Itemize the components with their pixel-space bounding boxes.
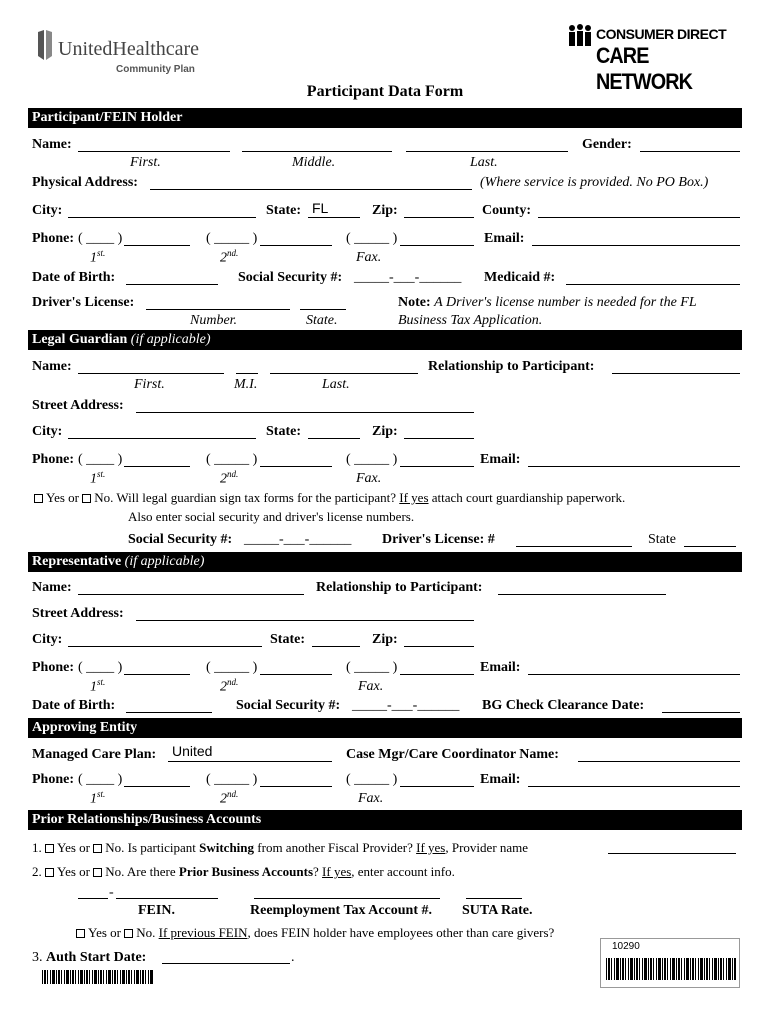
rep-phone2-field[interactable] bbox=[260, 674, 332, 675]
guardian-state-field[interactable] bbox=[308, 438, 360, 439]
guardian-email-label: Email: bbox=[480, 452, 521, 467]
participant-state-value[interactable]: FL bbox=[312, 200, 329, 216]
auth-start-field[interactable] bbox=[162, 963, 290, 964]
q2-yes-checkbox[interactable] bbox=[45, 868, 54, 877]
dl-note: Note: A Driver's license number is needed for the FL bbox=[398, 295, 697, 310]
uhc-logo bbox=[36, 28, 216, 76]
approving-phone1-field[interactable] bbox=[124, 786, 190, 787]
rep-ssn-blank[interactable]: _____-___-______ bbox=[352, 698, 460, 713]
guardian-dl-label: Driver's License: # bbox=[382, 532, 495, 547]
rep-fax-caption: Fax. bbox=[358, 679, 384, 694]
guardian-street-label: Street Address: bbox=[32, 398, 124, 413]
rep-ssn-label: Social Security #: bbox=[236, 698, 341, 713]
guardian-state-label: State: bbox=[266, 424, 301, 439]
first-caption: First. bbox=[130, 155, 161, 170]
rep-zip-label: Zip: bbox=[372, 632, 398, 647]
approving-phone1-paren: ( ____ ) bbox=[78, 772, 123, 787]
dob-field[interactable] bbox=[126, 284, 218, 285]
rep-zip-field[interactable] bbox=[404, 646, 474, 647]
guardian-first-caption: First. bbox=[134, 377, 165, 392]
rep-relationship-label: Relationship to Participant: bbox=[316, 580, 483, 595]
ssn-label: Social Security #: bbox=[238, 270, 343, 285]
guardian-tax-question: Yes or No. Will legal guardian sign tax forms for the participant? If yes attach court guardianship paperwork. bbox=[34, 491, 625, 504]
dob-label: Date of Birth: bbox=[32, 270, 116, 285]
section-approving: Approving Entity bbox=[28, 718, 742, 738]
rep-street-field[interactable] bbox=[136, 620, 474, 621]
guardian-first-field[interactable] bbox=[78, 373, 224, 374]
fax-caption: Fax. bbox=[356, 250, 382, 265]
zip-field[interactable] bbox=[404, 217, 474, 218]
approving-phone-label: Phone: bbox=[32, 772, 74, 787]
participant-last-field[interactable] bbox=[406, 151, 568, 152]
form-barcode bbox=[606, 958, 736, 980]
cdcn-line1: CONSUMER DIRECT bbox=[596, 26, 727, 42]
rep-street-label: Street Address: bbox=[32, 606, 124, 621]
managed-care-field[interactable] bbox=[168, 761, 332, 762]
first-phone-caption: $1^{st.}$ bbox=[90, 248, 106, 266]
approving-email-field[interactable] bbox=[528, 786, 740, 787]
guardian-phone1-paren: ( ____ ) bbox=[78, 452, 123, 467]
email-label: Email: bbox=[484, 231, 525, 246]
zip-label: Zip: bbox=[372, 203, 398, 218]
reemployment-field[interactable] bbox=[254, 898, 440, 899]
email-field[interactable] bbox=[532, 245, 740, 246]
auth-start-period: . bbox=[291, 950, 295, 965]
guardian-fax-caption: Fax. bbox=[356, 471, 382, 486]
fax-paren: ( _____ ) bbox=[346, 231, 398, 246]
section-representative: Representative (if applicable) bbox=[28, 552, 742, 572]
participant-first-field[interactable] bbox=[78, 151, 230, 152]
approving-first-phone-caption: $1^{st.}$ bbox=[90, 789, 106, 807]
phone-label: Phone: bbox=[32, 231, 74, 246]
rep-city-label: City: bbox=[32, 632, 63, 647]
rep-second-phone-caption: $2^{nd.}$ bbox=[220, 677, 239, 695]
uhc-sub: Community Plan bbox=[116, 64, 195, 75]
guardian-ssn-blank[interactable]: _____-___-______ bbox=[244, 532, 352, 547]
guardian-fax-field[interactable] bbox=[400, 466, 474, 467]
provider-name-field[interactable] bbox=[608, 853, 736, 854]
managed-care-value[interactable]: United bbox=[172, 743, 213, 759]
ssn-blank[interactable]: _____-___-______ bbox=[354, 270, 462, 285]
dl-state-field[interactable] bbox=[300, 309, 346, 310]
uhc-name: UnitedHealthcare bbox=[58, 38, 200, 60]
guardian-street-field[interactable] bbox=[136, 412, 474, 413]
city-field[interactable] bbox=[68, 217, 256, 218]
rep-dob-label: Date of Birth: bbox=[32, 698, 116, 713]
physical-address-field[interactable] bbox=[150, 189, 472, 190]
guardian-first-phone-caption: $1^{st.}$ bbox=[90, 469, 106, 487]
suta-label: SUTA Rate. bbox=[462, 903, 533, 918]
cdcn-logo bbox=[566, 22, 746, 94]
rep-email-field[interactable] bbox=[528, 674, 740, 675]
approving-fax-caption: Fax. bbox=[358, 791, 384, 806]
fein-prefix-field[interactable] bbox=[78, 898, 108, 899]
rep-name-field[interactable] bbox=[78, 594, 304, 595]
rep-city-field[interactable] bbox=[68, 646, 262, 647]
approving-fax-field[interactable] bbox=[400, 786, 474, 787]
section-prior: Prior Relationships/Business Accounts bbox=[28, 810, 742, 830]
rep-phone-label: Phone: bbox=[32, 660, 74, 675]
rep-dob-field[interactable] bbox=[126, 712, 212, 713]
fein-field[interactable] bbox=[116, 898, 218, 899]
guardian-relationship-field[interactable] bbox=[612, 373, 740, 374]
gender-field[interactable] bbox=[640, 151, 740, 152]
phone2-paren: ( _____ ) bbox=[206, 231, 258, 246]
q1-switching: 1. Yes or No. Is participant Switching from another Fiscal Provider? If yes, Provider name bbox=[32, 840, 529, 855]
name-label: Name: bbox=[32, 137, 72, 152]
footer-barcode bbox=[42, 970, 154, 984]
county-label: County: bbox=[482, 203, 532, 218]
rep-phone2-paren: ( _____ ) bbox=[206, 660, 258, 675]
approving-email-label: Email: bbox=[480, 772, 521, 787]
state-caption: State. bbox=[306, 313, 338, 328]
q3-no-checkbox[interactable] bbox=[124, 929, 133, 938]
fein-label: FEIN. bbox=[138, 903, 175, 918]
phone1-paren: ( ____ ) bbox=[78, 231, 123, 246]
rep-first-phone-caption: $1^{st.}$ bbox=[90, 677, 106, 695]
guardian-phone2-paren: ( _____ ) bbox=[206, 452, 258, 467]
physical-address-label: Physical Address: bbox=[32, 175, 138, 190]
suta-field[interactable] bbox=[466, 898, 522, 899]
rep-relationship-field[interactable] bbox=[498, 594, 666, 595]
guardian-city-label: City: bbox=[32, 424, 63, 439]
q2-prior-accounts: 2. Yes or No. Are there Prior Business Accounts? If yes, enter account info. bbox=[32, 864, 455, 879]
guardian-dl-state-label: State bbox=[648, 532, 676, 547]
guardian-tax-question-line2: Also enter social security and driver's license numbers. bbox=[128, 509, 415, 524]
case-mgr-label: Case Mgr/Care Coordinator Name: bbox=[346, 747, 559, 762]
q2-no-checkbox[interactable] bbox=[93, 868, 102, 877]
medicaid-field[interactable] bbox=[566, 284, 740, 285]
guardian-phone-label: Phone: bbox=[32, 452, 74, 467]
guardian-fax-paren: ( _____ ) bbox=[346, 452, 398, 467]
people-icon bbox=[566, 24, 594, 48]
approving-fax-paren: ( _____ ) bbox=[346, 772, 398, 787]
guardian-name-label: Name: bbox=[32, 359, 72, 374]
guardian-last-caption: Last. bbox=[322, 377, 350, 392]
gender-label: Gender: bbox=[582, 137, 632, 152]
rep-phone1-field[interactable] bbox=[124, 674, 190, 675]
fein-dash: - bbox=[109, 885, 114, 900]
guardian-city-field[interactable] bbox=[68, 438, 256, 439]
guardian-dl-state-field[interactable] bbox=[684, 546, 736, 547]
state-field[interactable] bbox=[308, 217, 360, 218]
middle-caption: Middle. bbox=[292, 155, 336, 170]
q1-yes-checkbox[interactable] bbox=[45, 844, 54, 853]
rep-fax-field[interactable] bbox=[400, 674, 474, 675]
managed-care-label: Managed Care Plan: bbox=[32, 747, 157, 762]
guardian-mi-caption: M.I. bbox=[234, 377, 258, 392]
guardian-phone1-field[interactable] bbox=[124, 466, 190, 467]
physical-address-note: (Where service is provided. No PO Box.) bbox=[480, 175, 709, 190]
state-label: State: bbox=[266, 203, 301, 218]
guardian-zip-label: Zip: bbox=[372, 424, 398, 439]
form-number: 10290 bbox=[612, 941, 640, 952]
dl-note-line2: Business Tax Application. bbox=[398, 313, 543, 328]
guardian-relationship-label: Relationship to Participant: bbox=[428, 359, 595, 374]
guardian-yes-checkbox[interactable] bbox=[34, 494, 43, 503]
medicaid-label: Medicaid #: bbox=[484, 270, 556, 285]
guardian-zip-field[interactable] bbox=[404, 438, 474, 439]
case-mgr-field[interactable] bbox=[578, 761, 740, 762]
rep-phone1-paren: ( ____ ) bbox=[78, 660, 123, 675]
cdcn-line2: CARE NETWORK bbox=[596, 43, 692, 94]
participant-middle-field[interactable] bbox=[242, 151, 392, 152]
rep-email-label: Email: bbox=[480, 660, 521, 675]
approving-phone2-paren: ( _____ ) bbox=[206, 772, 258, 787]
second-phone-caption: $2^{nd.}$ bbox=[220, 248, 239, 266]
phone2-field[interactable] bbox=[260, 245, 332, 246]
q3-previous-fein: Yes or No. If previous FEIN, does FEIN holder have employees other than care givers? bbox=[76, 926, 554, 939]
section-guardian: Legal Guardian (if applicable) bbox=[28, 330, 742, 350]
guardian-last-field[interactable] bbox=[270, 373, 418, 374]
dl-number-field[interactable] bbox=[146, 309, 290, 310]
bg-check-label: BG Check Clearance Date: bbox=[482, 698, 645, 713]
bg-check-field[interactable] bbox=[662, 712, 740, 713]
last-caption: Last. bbox=[470, 155, 498, 170]
number-caption: Number. bbox=[190, 313, 238, 328]
guardian-dl-field[interactable] bbox=[516, 546, 632, 547]
fax-field[interactable] bbox=[400, 245, 474, 246]
q4-auth-start: 3. Auth Start Date: bbox=[32, 950, 147, 965]
city-label: City: bbox=[32, 203, 63, 218]
rep-fax-paren: ( _____ ) bbox=[346, 660, 398, 675]
phone1-field[interactable] bbox=[124, 245, 190, 246]
guardian-ssn-label: Social Security #: bbox=[128, 532, 233, 547]
guardian-email-field[interactable] bbox=[528, 466, 740, 467]
q1-no-checkbox[interactable] bbox=[93, 844, 102, 853]
uhc-shield-icon bbox=[36, 30, 54, 62]
rep-state-field[interactable] bbox=[312, 646, 360, 647]
guardian-mi-field[interactable] bbox=[236, 373, 258, 374]
guardian-second-phone-caption: $2^{nd.}$ bbox=[220, 469, 239, 487]
page-title: Participant Data Form bbox=[306, 83, 464, 100]
approving-phone2-field[interactable] bbox=[260, 786, 332, 787]
section-participant: Participant/FEIN Holder bbox=[28, 108, 742, 128]
rep-name-label: Name: bbox=[32, 580, 72, 595]
reemployment-label: Reemployment Tax Account #. bbox=[250, 903, 432, 918]
q3-yes-checkbox[interactable] bbox=[76, 929, 85, 938]
approving-second-phone-caption: $2^{nd.}$ bbox=[220, 789, 239, 807]
guardian-no-checkbox[interactable] bbox=[82, 494, 91, 503]
rep-state-label: State: bbox=[270, 632, 305, 647]
guardian-phone2-field[interactable] bbox=[260, 466, 332, 467]
county-field[interactable] bbox=[538, 217, 740, 218]
drivers-license-label: Driver's License: bbox=[32, 295, 135, 310]
